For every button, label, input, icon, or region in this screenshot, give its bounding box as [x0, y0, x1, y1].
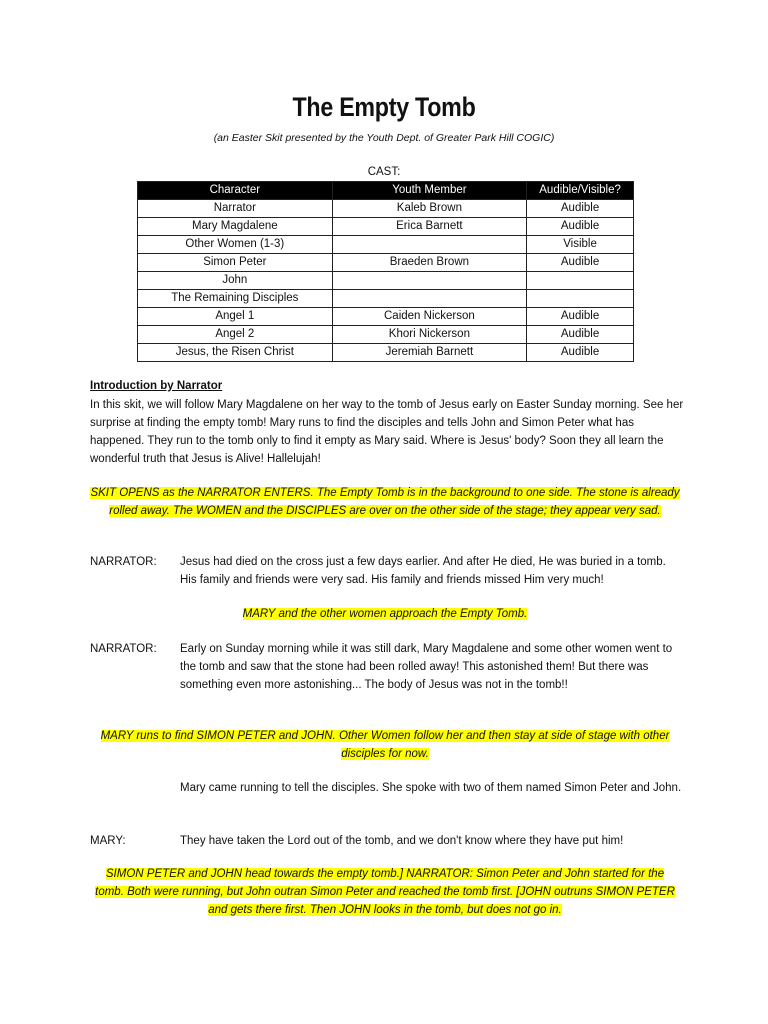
- member-cell: [332, 290, 526, 308]
- table-row: [138, 236, 634, 254]
- stage-direction: [90, 865, 680, 919]
- column-header-audible-visible: Audible/Visible?: [527, 182, 634, 200]
- table-header-row: [138, 182, 634, 200]
- member-cell: Jeremiah Barnett: [332, 344, 526, 362]
- page-title: The Empty Tomb: [292, 92, 476, 122]
- dialog-line: Mary came running to tell the disciples. She spoke with two of them named Simon Peter and John.: [180, 782, 682, 794]
- character-cell: Angel 2: [138, 326, 333, 344]
- character-cell: Jesus, the Risen Christ: [138, 344, 333, 362]
- character-cell: Other Women (1-3): [138, 236, 333, 254]
- character-cell: John: [138, 272, 333, 290]
- member-cell: Khori Nickerson: [332, 326, 526, 344]
- column-header-youth-member: Youth Member: [332, 182, 526, 200]
- dialog-line: They have taken the Lord out of the tomb, and we don't know where they have put him!: [180, 835, 624, 847]
- member-cell: Braeden Brown: [332, 254, 526, 272]
- audible-cell: Audible: [527, 200, 634, 218]
- page-subtitle: (an Easter Skit presented by the Youth Dept. of Greater Park Hill COGIC): [213, 132, 555, 144]
- stage-direction-text: SKIT OPENS as the NARRATOR ENTERS. The Empty Tomb is in the background to one side. The stone is already rolled away. The WOMEN and the DISCIPLES are over on the other side of the stage; they appear very sad.: [90, 487, 680, 517]
- table-row: [138, 200, 634, 218]
- dialog-line: Early on Sunday morning while it was still dark, Mary Magdalene and some other women went to the tomb and saw that the stone had been rolled away! This astonished them! But there was something even more astonishing... The body of Jesus was not in the tomb!!: [180, 643, 673, 691]
- stage-direction: [90, 484, 680, 520]
- audible-cell: [527, 290, 634, 308]
- audible-cell: Audible: [527, 218, 634, 236]
- member-cell: Erica Barnett: [332, 218, 526, 236]
- speaker-label: NARRATOR:: [90, 643, 157, 655]
- intro-heading: Introduction by Narrator: [90, 380, 223, 392]
- table-row: [138, 254, 634, 272]
- table-row: [138, 344, 634, 362]
- speaker-label: MARY:: [90, 835, 126, 847]
- stage-direction: [90, 605, 680, 623]
- table-row: [138, 326, 634, 344]
- table-row: [138, 218, 634, 236]
- table-row: [138, 272, 634, 290]
- column-header-character: Character: [138, 182, 333, 200]
- stage-direction-text: MARY and the other women approach the Empty Tomb.: [242, 608, 528, 620]
- audible-cell: Visible: [527, 236, 634, 254]
- audible-cell: Audible: [527, 254, 634, 272]
- cast-label: CAST:: [367, 166, 401, 178]
- audible-cell: Audible: [527, 326, 634, 344]
- member-cell: Caiden Nickerson: [332, 308, 526, 326]
- intro-paragraph: In this skit, we will follow Mary Magdalene on her way to the tomb of Jesus early on Easter Sunday morning. See her surprise at finding the empty tomb! Mary runs to find the disciples and tells John and Simon Peter what has happened. They run to the tomb only to find it empty as Mary said. Where is Jesus' body? Soon they all learn the wonderful truth that Jesus is Alive! Hallelujah!: [90, 399, 684, 465]
- audible-cell: Audible: [527, 344, 634, 362]
- audible-cell: Audible: [527, 308, 634, 326]
- member-cell: Kaleb Brown: [332, 200, 526, 218]
- character-cell: Simon Peter: [138, 254, 333, 272]
- character-cell: Angel 1: [138, 308, 333, 326]
- table-row: [138, 290, 634, 308]
- table-row: [138, 308, 634, 326]
- stage-direction: [90, 727, 680, 763]
- member-cell: [332, 236, 526, 254]
- dialog-line: Jesus had died on the cross just a few days earlier. And after He died, He was buried in a tomb. His family and friends were very sad. His family and friends missed Him very much!: [180, 556, 666, 586]
- cast-table: [137, 181, 634, 362]
- speaker-label: NARRATOR:: [90, 556, 157, 568]
- stage-direction-text: SIMON PETER and JOHN head towards the empty tomb.] NARRATOR: Simon Peter and John started for the tomb. Both were running, but John outran Simon Peter and reached the tomb first. [JOHN outruns SIMON PETER and gets there first. Then JOHN looks in the tomb, but does not go in.: [95, 868, 675, 916]
- character-cell: Mary Magdalene: [138, 218, 333, 236]
- character-cell: The Remaining Disciples: [138, 290, 333, 308]
- audible-cell: [527, 272, 634, 290]
- character-cell: Narrator: [138, 200, 333, 218]
- member-cell: [332, 272, 526, 290]
- stage-direction-text: MARY runs to find SIMON PETER and JOHN. Other Women follow her and then stay at side of stage with other disciples for now.: [100, 730, 670, 760]
